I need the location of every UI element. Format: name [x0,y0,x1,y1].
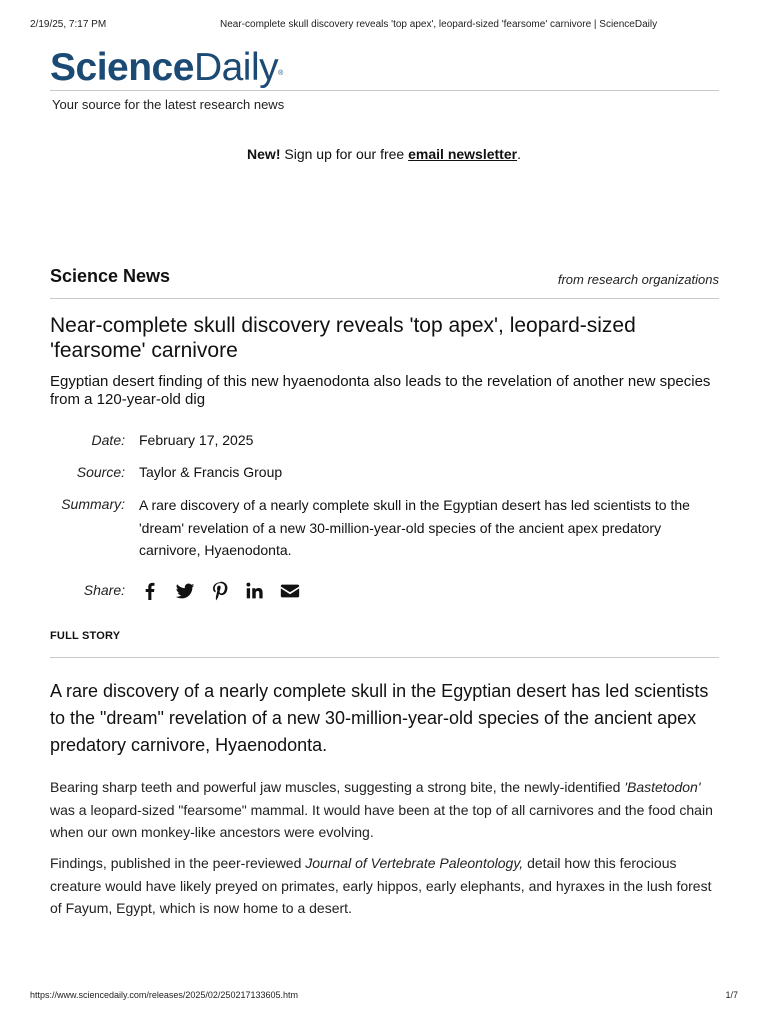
share-label: Share: [83,582,125,598]
logo-science-text: Science [50,46,194,89]
article-lead: A rare discovery of a nearly complete skull in the Egyptian desert has led scientists to the "dream" revelation of a new 30-million-year-old species of the ancient apex predatory carnivore, Hyaenodonta. [50,681,709,755]
print-datetime: 2/19/25, 7:17 PM [30,19,107,30]
newsletter-end: . [517,146,521,162]
full-story-label: FULL STORY [50,630,121,642]
newsletter-new-label: New! [247,146,281,162]
print-url: https://www.sciencedaily.com/releases/2025/02/250217133605.htm [30,990,298,1000]
print-header [30,19,738,33]
twitter-icon[interactable] [174,580,196,602]
article-subheadline: Egyptian desert finding of this new hyaenodonta also leads to the revelation of another new species from a 120-year-old dig [50,373,711,408]
print-page-title: Near-complete skull discovery reveals 'top apex', leopard-sized 'fearsome' carnivore | ScienceDaily [220,19,658,30]
email-icon[interactable] [279,580,301,602]
newsletter-promo [0,146,768,162]
article-paragraph-1 [50,776,722,844]
print-page-number: 1/7 [725,990,738,1000]
section-title[interactable]: Science News [50,266,171,286]
date-value: February 17, 2025 [139,432,254,448]
source-label: Source: [76,464,125,480]
linkedin-icon[interactable] [244,580,266,602]
paragraph-2-text-b: detail how this ferocious creature would have likely preyed on primates, early hippos, early elephants, and hyraxes in the lush forest of Fayum, Egypt, which is now home to a desert. [50,855,712,916]
summary-text: A rare discovery of a nearly complete skull in the Egyptian desert has led scientists to the 'dream' revelation of a new 30-million-year-old species of the ancient apex predatory carnivore, Hyaenodonta. [139,497,690,558]
paragraph-1-species-name: 'Bastetodon' [624,779,701,795]
paragraph-1-text-a: Bearing sharp teeth and powerful jaw muscles, suggesting a strong bite, the newly-identified [50,779,625,795]
section-divider [50,298,719,299]
article-headline: Near-complete skull discovery reveals 'top apex', leopard-sized 'fearsome' carnivore [50,314,636,362]
paragraph-2-text-a: Findings, published in the peer-reviewed [50,855,306,871]
paragraph-1-text-b: was a leopard-sized "fearsome" mammal. It would have been at the top of all carnivores and the food chain when our own monkey-like ancestors were evolving. [50,801,713,840]
sciencedaily-logo[interactable] [50,46,283,90]
journal-name: Journal of Vertebrate Paleontology, [305,855,524,871]
share-buttons [139,580,301,602]
section-subtitle: from research organizations [557,272,719,287]
newsletter-text: Sign up for our free [280,146,409,162]
site-tagline: Your source for the latest research news [52,97,285,112]
date-label: Date: [91,432,125,448]
logo-daily-text: Daily [193,46,279,89]
logo-divider [50,90,719,91]
email-newsletter-link[interactable]: email newsletter [408,146,518,162]
facebook-icon[interactable] [139,580,161,602]
print-footer [30,990,738,1004]
article-paragraph-2 [50,852,722,920]
logo-registered-mark: ® [278,70,283,77]
source-value: Taylor & Francis Group [139,464,283,480]
summary-label: Summary: [61,496,125,512]
story-divider [50,657,719,658]
pinterest-icon[interactable] [209,580,231,602]
